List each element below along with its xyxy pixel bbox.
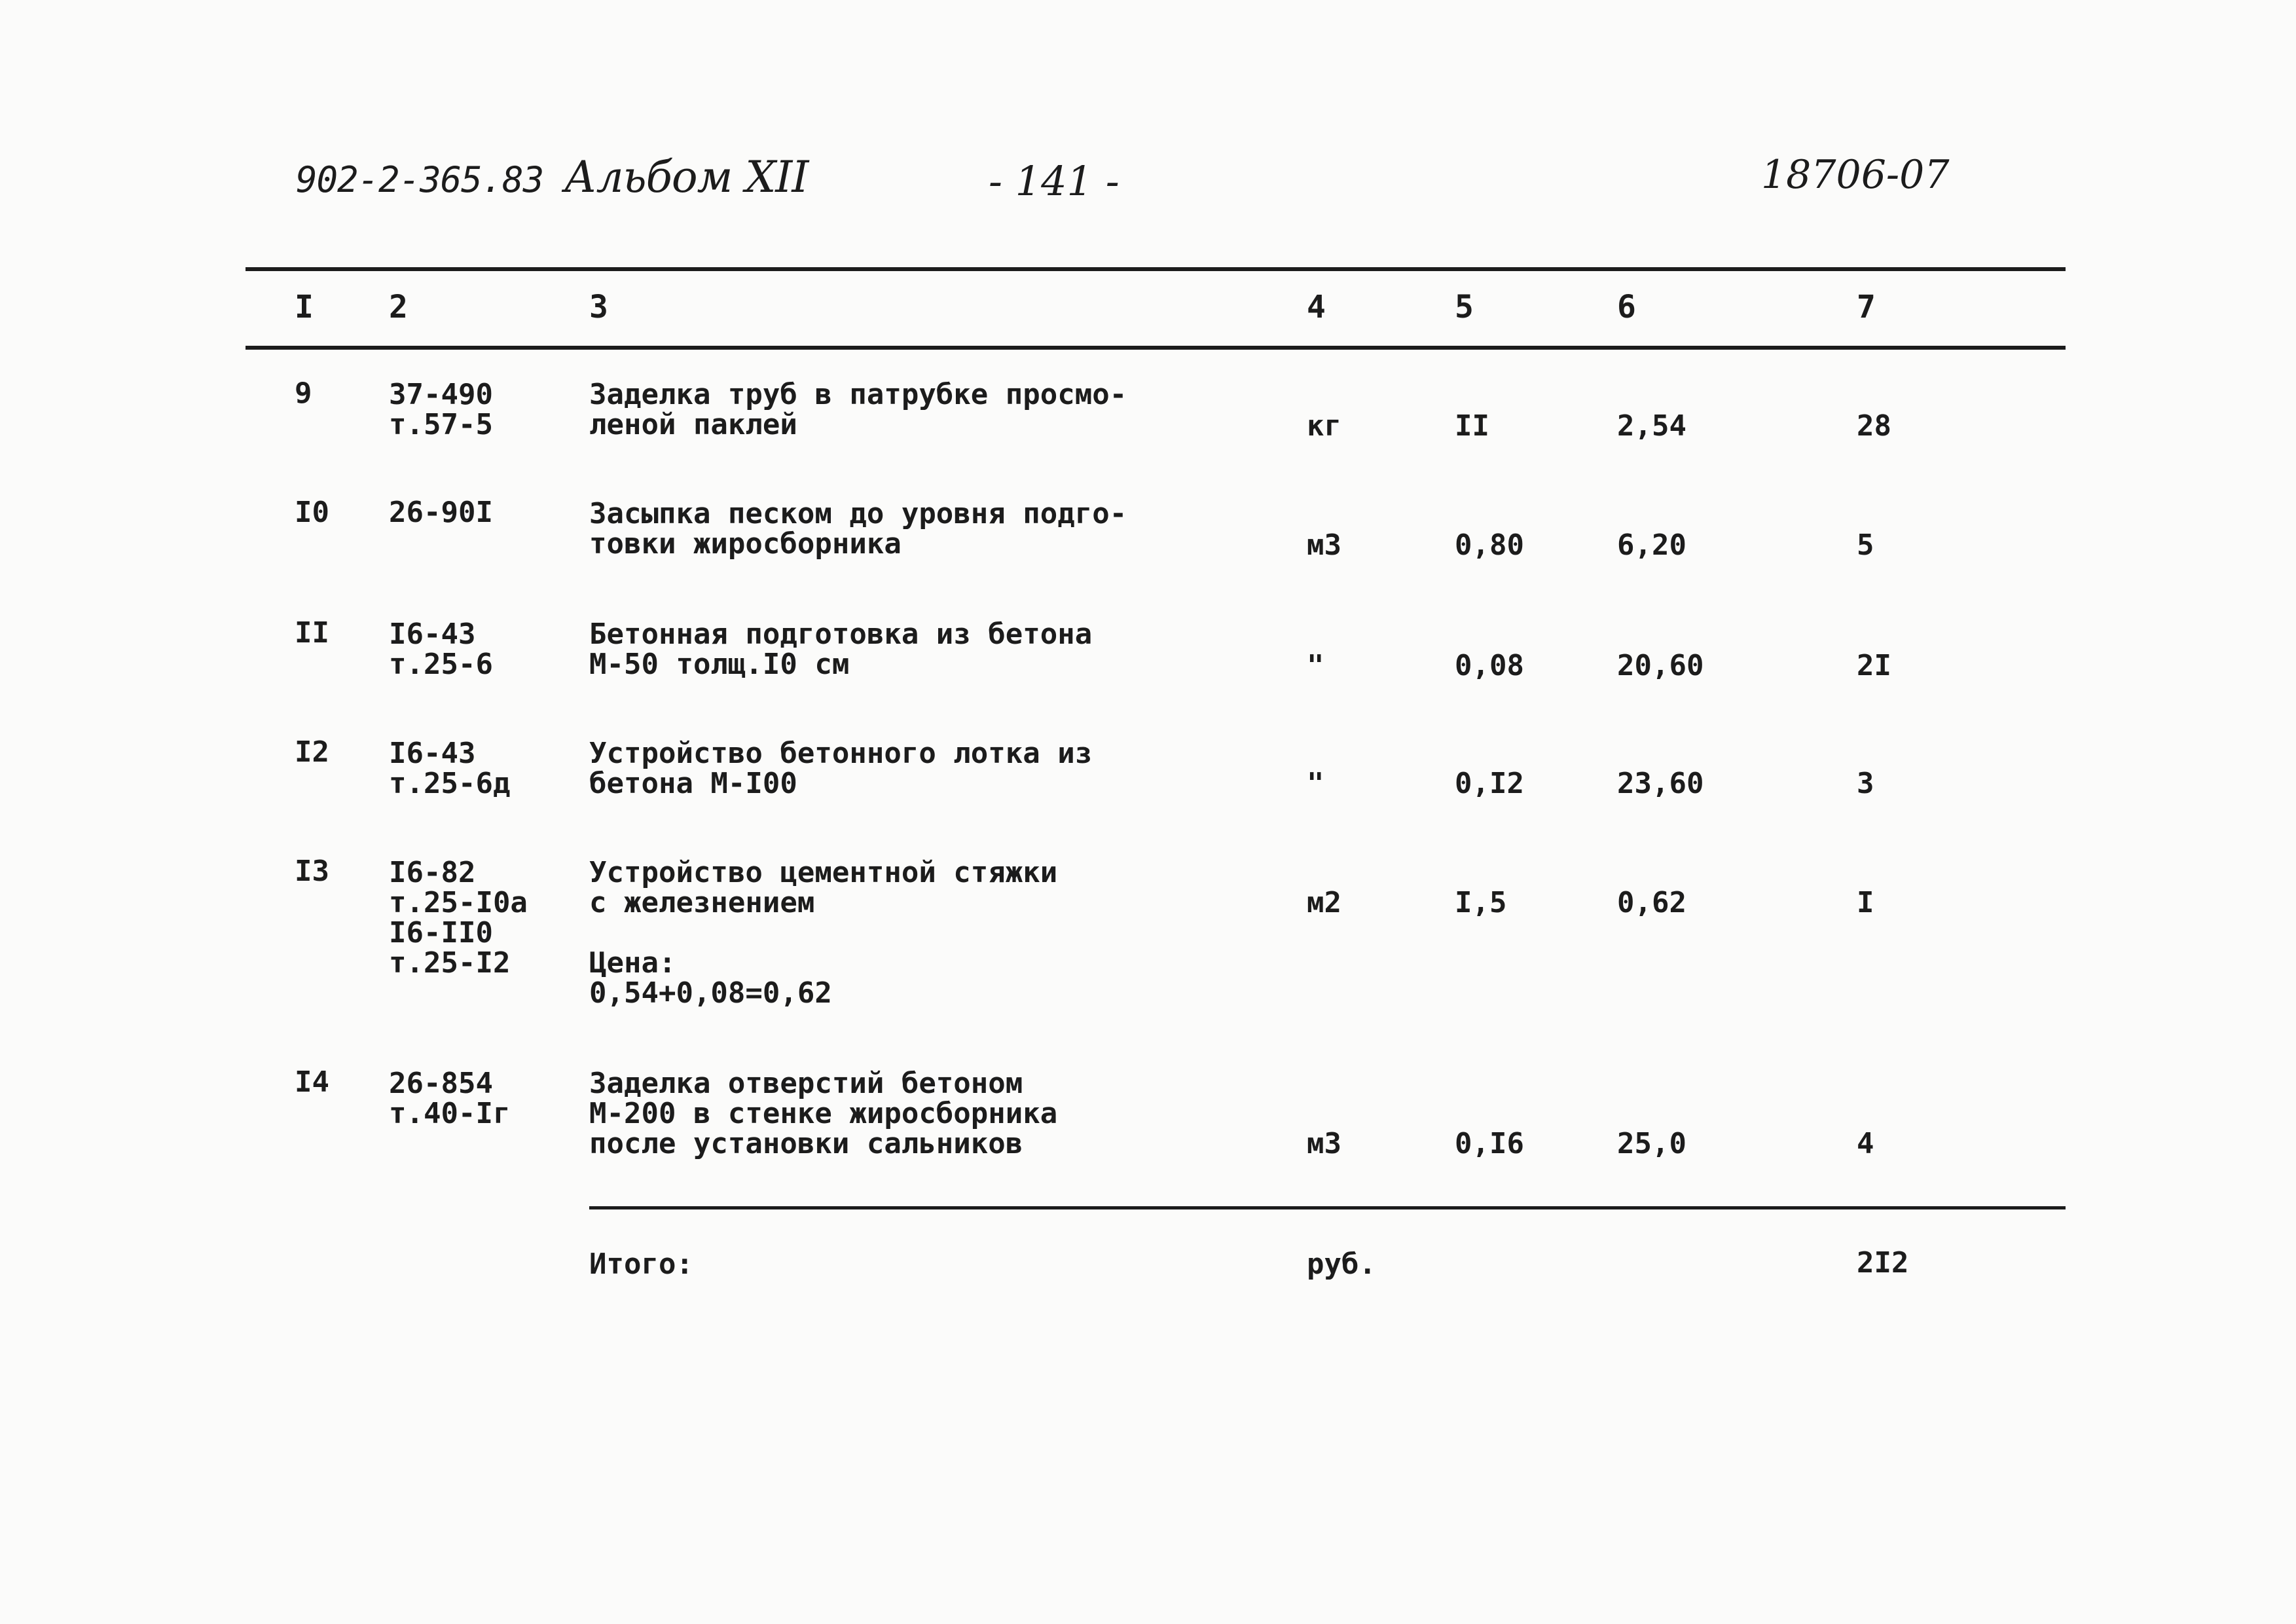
row-quantity: 0,80 [1455,528,1524,562]
description-line: с железнением [589,886,815,919]
row-description [589,858,1057,918]
row-unit: м3 [1307,1127,1341,1160]
price-note-line: Цена: [589,946,676,980]
row-total: 28 [1857,409,1891,443]
row-description [589,1069,1057,1159]
row-number: 9 [295,377,312,410]
doc-code: 902-2-365.83 [296,159,544,200]
code-line: I6-82 [389,856,476,889]
row-price: 23,60 [1617,767,1704,800]
row-description [589,499,1127,559]
description-line: М-200 в стенке жиросборника [589,1097,1058,1130]
row-price: 6,20 [1617,528,1686,562]
summary-unit: руб. [1307,1247,1376,1281]
price-note [589,948,832,1008]
description-line: Бетонная подготовка из бетона [589,618,1093,651]
row-total: 5 [1857,528,1874,562]
row-unit: м3 [1307,528,1341,562]
table-bottom-rule [589,1206,2066,1209]
row-quantity: II [1455,409,1489,443]
description-line: бетона М-I00 [589,767,797,800]
code-line: I6-43 [389,737,476,770]
album-label: Альбом XII [564,152,809,202]
description-line: М-50 толщ.I0 см [589,648,850,681]
description-line: Заделка труб в патрубке просмо- [589,378,1127,411]
row-quantity: 0,I6 [1455,1127,1524,1160]
row-price: 25,0 [1617,1127,1686,1160]
row-number: I4 [295,1065,329,1099]
code-line: 26-90I [389,496,493,529]
row-price: 2,54 [1617,409,1686,443]
inventory-number: 18706-07 [1761,152,1950,198]
row-quantity: 0,08 [1455,649,1524,682]
column-header-6: 6 [1617,289,1636,325]
doc-code-header [296,152,808,202]
column-header-1: I [295,289,314,325]
description-line: Устройство бетонного лотка из [589,737,1093,770]
row-quantity: 0,I2 [1455,767,1524,800]
row-quantity: I,5 [1455,886,1507,919]
summary-label: Итого: [589,1247,693,1281]
row-total: 4 [1857,1127,1874,1160]
column-header-7: 7 [1857,289,1876,325]
row-unit: м2 [1307,886,1341,919]
row-price: 0,62 [1617,886,1686,919]
row-number: I0 [295,496,329,529]
row-total: 3 [1857,767,1874,800]
column-header-2: 2 [389,289,408,325]
row-number: I2 [295,735,329,769]
row-unit: кг [1307,409,1341,443]
description-line: леной паклей [589,408,797,441]
row-codes [389,739,510,799]
row-description [589,380,1127,440]
row-codes [389,858,528,978]
code-line: т.25-I0а [389,886,528,919]
summary-total: 2I2 [1857,1246,1909,1280]
table-header-rule [246,346,2066,350]
row-unit: " [1307,767,1324,800]
table-top-rule [246,267,2066,271]
row-description [589,739,1092,799]
code-line: т.57-5 [389,408,493,441]
description-line: Устройство цементной стяжки [589,856,1058,889]
row-codes [389,1069,510,1129]
column-header-4: 4 [1307,289,1326,325]
description-line: Засыпка песком до уровня подго- [589,497,1127,530]
column-header-5: 5 [1455,289,1474,325]
code-line: 37-490 [389,378,493,411]
code-line: т.25-6 [389,648,493,681]
row-description [589,619,1092,680]
row-codes [389,498,493,528]
code-line: т.25-6д [389,767,511,800]
row-number: II [295,616,329,650]
column-header-3: 3 [589,289,608,325]
code-line: 26-854 [389,1067,493,1100]
code-line: I6-43 [389,618,476,651]
row-codes [389,380,493,440]
row-total: 2I [1857,649,1891,682]
row-unit: " [1307,649,1324,682]
description-line: товки жиросборника [589,527,902,561]
description-line: Заделка отверстий бетоном [589,1067,1023,1100]
code-line: I6-II0 [389,916,493,950]
row-number: I3 [295,855,329,888]
description-line: после установки сальников [589,1127,1023,1160]
code-line: т.25-I2 [389,946,511,980]
price-note-line: 0,54+0,08=0,62 [589,976,832,1010]
page-number: - 141 - [989,157,1120,205]
code-line: т.40-Iг [389,1097,511,1130]
row-codes [389,619,493,680]
row-total: I [1857,886,1874,919]
row-price: 20,60 [1617,649,1704,682]
